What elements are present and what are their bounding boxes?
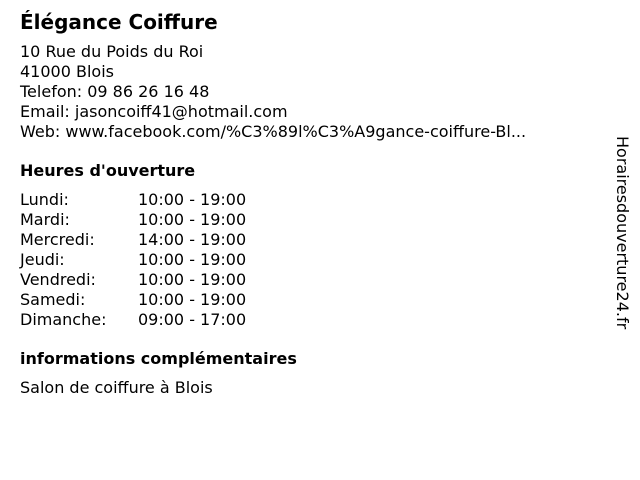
- time-range: 09:00 - 17:00: [138, 310, 247, 329]
- phone-line: [20, 82, 600, 102]
- web-label: Web:: [20, 122, 61, 141]
- hours-row-saturday: [20, 290, 600, 310]
- address-line-1: 10 Rue du Poids du Roi: [20, 42, 204, 61]
- hours-row-friday: [20, 270, 600, 290]
- email-line: [20, 102, 600, 122]
- time-range: 10:00 - 19:00: [138, 190, 247, 209]
- site-watermark: Horairesdouverture24.fr: [613, 136, 632, 330]
- opening-hours-list: [20, 190, 600, 330]
- additional-info-heading: informations complémentaires: [20, 349, 297, 368]
- phone-value[interactable]: 09 86 26 16 48: [87, 82, 210, 101]
- time-range: 10:00 - 19:00: [138, 290, 247, 309]
- day-label: Dimanche:: [20, 310, 107, 329]
- business-name: Élégance Coiffure: [20, 10, 218, 34]
- hours-row-monday: [20, 190, 600, 210]
- business-details: [20, 8, 600, 398]
- address-line-2: 41000 Blois: [20, 62, 114, 81]
- email-label: Email:: [20, 102, 70, 121]
- additional-info-text: Salon de coiffure à Blois: [20, 378, 213, 397]
- day-label: Jeudi:: [20, 250, 65, 269]
- email-link[interactable]: jasoncoiff41@hotmail.com: [74, 102, 288, 121]
- hours-row-wednesday: [20, 230, 600, 250]
- day-label: Lundi:: [20, 190, 69, 209]
- time-range: 10:00 - 19:00: [138, 210, 247, 229]
- hours-row-thursday: [20, 250, 600, 270]
- time-range: 10:00 - 19:00: [138, 270, 247, 289]
- phone-label: Telefon:: [20, 82, 83, 101]
- day-label: Mardi:: [20, 210, 70, 229]
- time-range: 14:00 - 19:00: [138, 230, 247, 249]
- web-line: [20, 122, 600, 142]
- time-range: 10:00 - 19:00: [138, 250, 247, 269]
- web-link[interactable]: www.facebook.com/%C3%89l%C3%A9gance-coiffure-Bl...: [65, 122, 527, 141]
- day-label: Samedi:: [20, 290, 86, 309]
- hours-row-sunday: [20, 310, 600, 330]
- day-label: Mercredi:: [20, 230, 95, 249]
- hours-row-tuesday: [20, 210, 600, 230]
- opening-hours-heading: Heures d'ouverture: [20, 161, 196, 180]
- day-label: Vendredi:: [20, 270, 96, 289]
